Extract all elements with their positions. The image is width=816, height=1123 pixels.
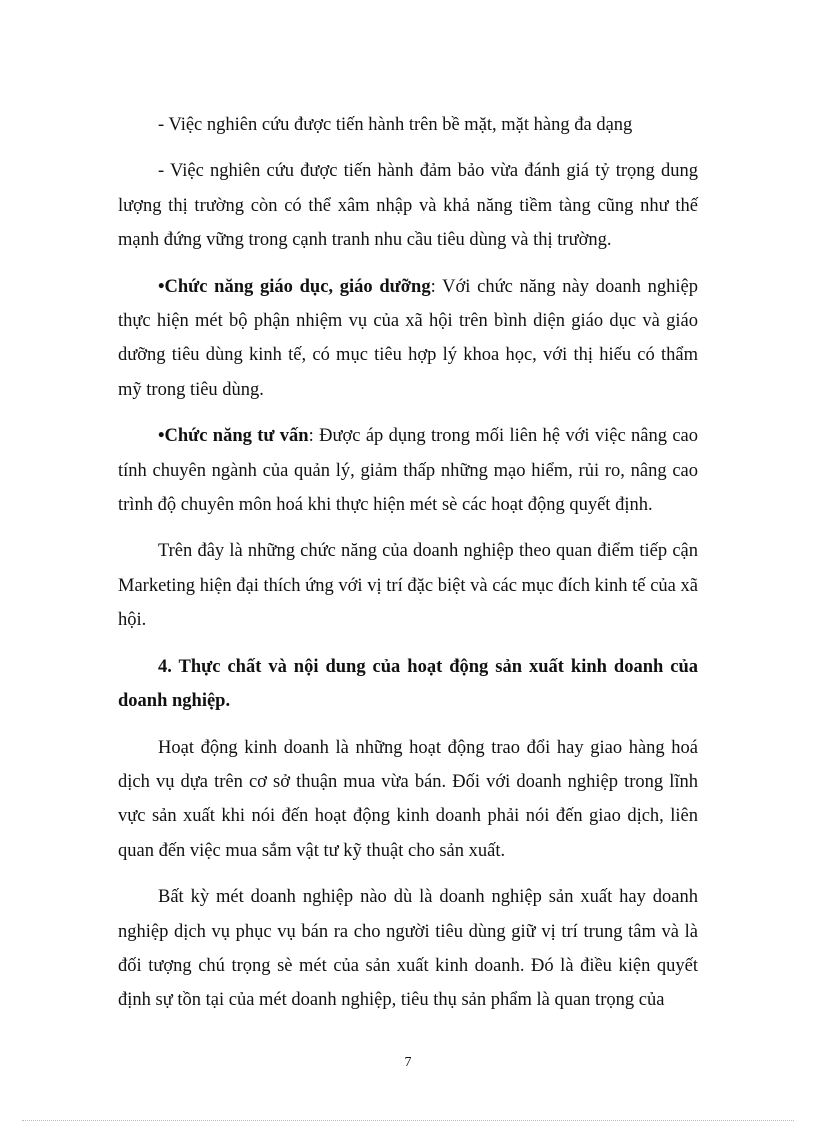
paragraph-enterprise: Bất kỳ mét doanh nghiệp nào dù là doanh nghiệp sản xuất hay doanh nghiệp dịch vụ phục vụ bán ra cho người tiêu dùng giữ vị trí trung tâm và là đối tượng chú trọng sè mét của sản xuất kinh doanh. Đó là điều kiện quyết định sự tồn tại của mét doanh nghiệp, tiêu thụ sản phẩm là quan trọng của <box>118 887 698 1011</box>
page-number: 7 <box>404 1055 412 1070</box>
consulting-function-title: Chức năng tư vấn <box>164 426 309 447</box>
paragraph-research-surface: - Việc nghiên cứu được tiến hành trên bề mặt, mặt hàng đa dạng <box>158 115 633 135</box>
paragraph-education-function <box>118 270 698 408</box>
paragraph-business-activity: Hoạt động kinh doanh là những hoạt động trao đổi hay giao hàng hoá dịch vụ dựa trên cơ sở thuận mua vừa bán. Đối với doanh nghiệp trong lĩnh vực sản xuất khi nói đến hoạt động kinh doanh phải nói đến giao dịch, liên quan đến việc mua sắm vật tư kỹ thuật cho sản xuất. <box>118 737 698 861</box>
paragraph-consulting-function <box>118 419 698 522</box>
section-heading: 4. Thực chất và nội dung của hoạt động sản xuất kinh doanh của doanh nghiệp. <box>118 656 698 712</box>
consulting-function-body: : Được áp dụng trong mối liên hệ với việc nâng cao tính chuyên ngành của quản lý, giảm thấp những mạo hiểm, rủi ro, nâng cao trình độ chuyên môn hoá khi thực hiện mét sè các hoạt động quyết định. <box>118 426 698 516</box>
page-bottom-divider <box>22 1120 794 1121</box>
education-function-title: Chức năng giáo dục, giáo dưỡng <box>164 276 431 297</box>
paragraph-research-assessment: - Việc nghiên cứu được tiến hành đảm bảo vừa đánh giá tỷ trọng dung lượng thị trường còn có thể xâm nhập và khả năng tiềm tàng cũng như thế mạnh đứng vững trong cạnh tranh nhu cầu tiêu dùng và thị trường. <box>118 161 698 251</box>
page-content <box>118 108 698 1018</box>
bullet-icon: • <box>158 426 165 447</box>
paragraph-summary: Trên đây là những chức năng của doanh nghiệp theo quan điểm tiếp cận Marketing hiện đại thích ứng với vị trí đặc biệt và các mục đích kinh tế của xã hội. <box>118 541 698 631</box>
bullet-icon: • <box>158 276 165 297</box>
education-function-body: : Với chức năng này doanh nghiệp thực hiện mét bộ phận nhiệm vụ của xã hội trên bình diện giáo dục và giáo dưỡng tiêu dùng kinh tế, có mục tiêu hợp lý khoa học, với thị hiếu có thẩm mỹ trong tiêu dùng. <box>118 276 698 400</box>
